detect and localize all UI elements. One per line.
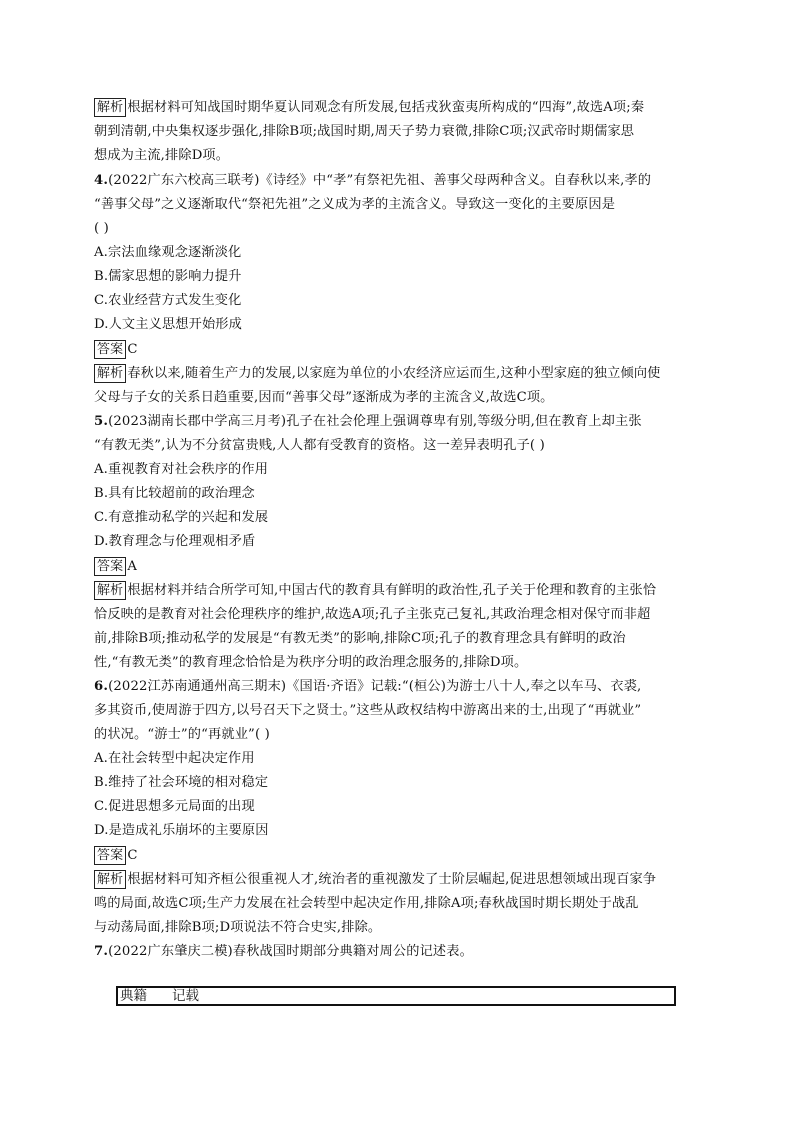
q5-option-a: A.重视教育对社会秩序的作用 xyxy=(94,462,269,477)
q5-analysis-line-2: 恰反映的是教育对社会伦理秩序的维护,故选A项;孔子主张克己复礼,其政治理念相对保守而非超 xyxy=(94,607,651,622)
q6-analysis-line-3: 与动荡局面,排除B项;D项说法不符合史实,排除。 xyxy=(94,920,382,935)
q4-stem-line-1: 4.(2022广东六校高三联考)《诗经》中“孝”有祭祀先祖、善事父母两种含义。自春秋以来,孝的 xyxy=(94,173,652,188)
analysis-tag: 解析 xyxy=(94,581,126,600)
q6-stem-line-1: 6.(2022江苏南通通州高三期末)《国语·齐语》记载:“(桓公)为游士八十人,奉之以车马、衣裘, xyxy=(94,679,642,694)
q6-analysis-line-1: 解析 根据材料可知齐桓公很重视人才,统治者的重视激发了士阶层崛起,促进思想领域出现百家争 xyxy=(94,868,704,892)
q4-option-a: A.宗法血缘观念逐渐淡化 xyxy=(94,245,242,260)
q6-stem-line-2: 多其资币,使周游于四方,以号召天下之贤士。”这些从政权结构中游离出来的士,出现了“再就业” xyxy=(94,703,642,718)
analysis-tag: 解析 xyxy=(94,364,126,383)
q6-option-b: B.维持了社会环境的相对稳定 xyxy=(94,775,269,790)
question-number: 6. xyxy=(94,679,109,694)
q4-analysis-line-2: 父母与子女的关系日趋重要,因而“善事父母”逐渐成为孝的主流含义,故选C项。 xyxy=(94,390,554,405)
q4-option-b: B.儒家思想的影响力提升 xyxy=(94,269,242,284)
question-number: 7. xyxy=(94,944,109,959)
q3-analysis-line-2: 朝到清朝,中央集权逐步强化,排除B项;战国时期,周天子势力衰微,排除C项;汉武帝时期儒家思 xyxy=(94,124,635,139)
q6-answer: 答案 C xyxy=(94,844,704,868)
q6-option-a: A.在社会转型中起决定作用 xyxy=(94,751,255,766)
q5-stem-line-1: 5.(2023湖南长郡中学高三月考)孔子在社会伦理上强调尊卑有别,等级分明,但在教育上却主张 xyxy=(94,414,642,429)
q7-table xyxy=(116,986,676,1006)
q5-analysis-line-3: 前,排除B项;推动私学的发展是“有教无类”的影响,排除C项;孔子的教育理念具有鲜明的政治 xyxy=(94,631,626,646)
q5-analysis-line-1: 解析 根据材料并结合所学可知,中国古代的教育具有鲜明的政治性,孔子关于伦理和教育的主张恰 xyxy=(94,579,704,603)
q4-option-c: C.农业经营方式发生变化 xyxy=(94,293,242,308)
q4-stem-line-2: “善事父母”之义逐渐取代“祭祀先祖”之义成为孝的主流含义。导致这一变化的主要原因是 xyxy=(94,197,616,212)
q5-analysis-line-4: 性,“有教无类”的教育理念恰恰是为秩序分明的政治理念服务的,排除D项。 xyxy=(94,655,528,670)
q5-option-c: C.有意推动私学的兴起和发展 xyxy=(94,510,269,525)
q6-option-c: C.促进思想多元局面的出现 xyxy=(94,799,255,814)
q5-answer: 答案 A xyxy=(94,555,704,579)
q3-analysis-line-1: 解析 根据材料可知战国时期华夏认同观念有所发展,包括戎狄蛮夷所构成的“四海”,故选A项;秦 xyxy=(94,96,704,120)
q5-option-b: B.具有比较超前的政治理念 xyxy=(94,486,255,501)
answer-tag: 答案 xyxy=(94,340,126,359)
q4-option-d: D.人文主义思想开始形成 xyxy=(94,317,242,332)
analysis-tag: 解析 xyxy=(94,98,126,117)
q5-option-d: D.教育理念与伦理观相矛盾 xyxy=(94,534,256,549)
q4-stem-line-3: ( ) xyxy=(94,221,109,236)
answer-tag: 答案 xyxy=(94,846,126,865)
q5-stem-line-2: “有教无类”,认为不分贫富贵贱,人人都有受教育的资格。这一差异表明孔子( ) xyxy=(94,438,545,453)
table-header-cell: 典籍 xyxy=(120,988,147,1004)
q3-analysis-line-3: 想成为主流,排除D项。 xyxy=(94,148,230,163)
q7-stem: 7.(2022广东肇庆二模)春秋战国时期部分典籍对周公的记述表。 xyxy=(94,944,473,959)
q4-analysis-line-1: 解析 春秋以来,随着生产力的发展,以家庭为单位的小农经济应运而生,这种小型家庭的独立倾向使 xyxy=(94,362,704,386)
question-number: 4. xyxy=(94,173,109,188)
question-number: 5. xyxy=(94,414,109,429)
q4-answer: 答案 C xyxy=(94,338,704,362)
analysis-tag: 解析 xyxy=(94,870,126,889)
table-header-cell: 记载 xyxy=(172,988,199,1004)
q6-analysis-line-2: 鸣的局面,故选C项;生产力发展在社会转型中起决定作用,排除A项;春秋战国时期长期处于战乱 xyxy=(94,896,639,911)
q6-option-d: D.是造成礼乐崩坏的主要原因 xyxy=(94,823,269,838)
answer-tag: 答案 xyxy=(94,557,126,576)
q6-stem-line-3: 的状况。“游士”的“再就业”( ) xyxy=(94,727,270,742)
